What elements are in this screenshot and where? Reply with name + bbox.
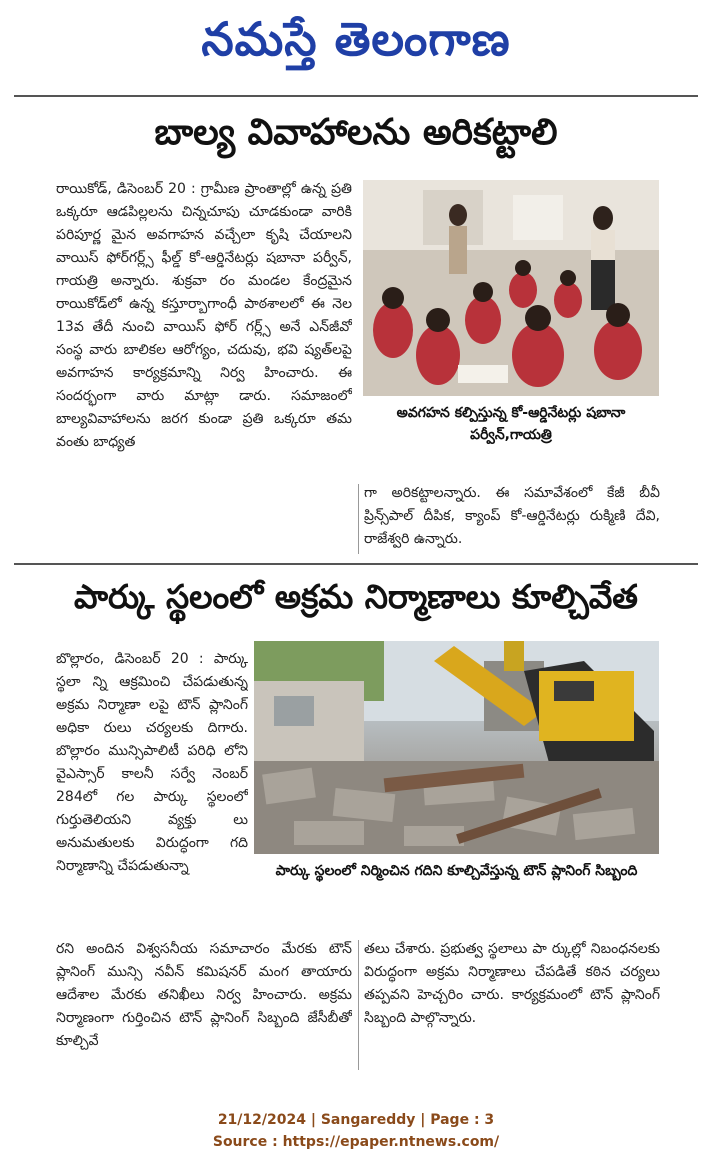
- section-divider: [14, 563, 698, 565]
- story1-body-column-1: రాయికోడ్, డిసెంబర్ 20 : గ్రామీణ ప్రాంతాల్లో ఉన్న ప్రతి ఒక్కరూ ఆడపిల్లలను చిన్నచూపు చూడకుండా వారికి పరిపూర్ణ మైన అవగాహన వచ్చేలా కృషి చేయాలని వాయిస్ ఫోర్‌గర్ల్స్ ఫీల్డ్ కో-ఆర్డినేటర్లు షబానా పర్వీన్, గాయత్రి అన్నారు. శుక్రవా రం మండల కేంద్రమైన రాయికోడ్‌లో ఉన్న కస్తూర్బాగాంధీ పాఠశాలలో ఈ నెల 13వ తేదీ నుంచి వాయిస్ ఫోర్ గర్ల్స్ అనే ఎన్‌జీవో సంస్థ వారు బాలికల ఆరోగ్యం, చదువు, భవి ష్యత్‌లపై అవగాహన కార్యక్రమాన్ని నిర్వ హించారు. ఈ సందర్భంగా వారు మాట్లా డారు. సమాజంలో బాల్యవివాహాలను జరగ కుండా ప్రతి ఒక్కరూ తమ వంతు బాధ్యత: [56, 181, 352, 450]
- story1-body-column-2: గా అరికట్టాలన్నారు. ఈ సమావేశంలో కేజీ బీవీ ప్రిన్స్‌పాల్ దీపిక, క్యాంప్ కో-ఆర్డినేటర్లు రుక్మిణి దేవి, రాజేశ్వరి ఉన్నారు.: [364, 485, 660, 547]
- edition-info: 21/12/2024 | Sangareddy | Page : 3: [217, 1112, 495, 1128]
- story2-photo: [254, 641, 659, 854]
- story1-photo-caption: అవగహన కల్పిస్తున్న కో-ఆర్డినేటర్లు షబానా పర్వీన్,గాయత్రి: [396, 405, 626, 443]
- top-divider: [14, 95, 698, 97]
- column-divider: [358, 484, 359, 554]
- newspaper-logo: నమస్తే తెలంగాణ: [201, 12, 511, 66]
- story2-body-column-3: తలు చేశారు. ప్రభుత్వ స్థలాలు పా ర్కుల్లో నిబంధనలకు విరుద్ధంగా అక్రమ నిర్మాణాలు చేపడితే కఠిన చర్యలు తప్పవని హెచ్చరిం చారు. కార్యక్రమంలో టౌన్ ప్లానింగ్ సిబ్బంది పాల్గొన్నారు.: [364, 941, 660, 1026]
- classroom-photo-illustration: [363, 180, 659, 396]
- story1-photo: [363, 180, 659, 396]
- story2-body-column-2: రని అందిన విశ్వసనీయ సమాచారం మేరకు టౌన్ ప్లానింగ్ మున్సి నవీన్ కమిషనర్ మంగ తాయారు ఆదేశాల మేరకు తనిఖీలు నిర్వ హించారు. అక్రమ నిర్మాణంగా గుర్తించిన టౌన్ ప్లానింగ్ సిబ్బంది జేసీబీతో కూల్చివే: [56, 941, 352, 1049]
- source-info: Source : https://epaper.ntnews.com/: [212, 1134, 500, 1150]
- story2-headline: పార్కు స్థలంలో అక్రమ నిర్మాణాలు కూల్చివేత: [74, 577, 638, 616]
- story2-photo-caption: పార్కు స్థలంలో నిర్మించిన గదిని కూల్చివేస్తున్న టౌన్ ప్లానింగ్ సిబ్బంది: [275, 863, 638, 879]
- column-divider: [358, 940, 359, 1070]
- masthead: [0, 0, 712, 86]
- demolition-photo-illustration: [254, 641, 659, 854]
- story2-body-column-1: బొల్లారం, డిసెంబర్ 20 : పార్కు స్థలా న్ని ఆక్రమించి చేపడుతున్న అక్రమ నిర్మాణా లపై టౌన్ ప్లానింగ్ అధికా రులు చర్యలకు దిగారు. బొల్లారం మున్సిపాలిటీ పరిధి లోని వైఎస్సార్ కాలనీ సర్వే నెంబర్ 284లో గల పార్కు స్థలంలో గుర్తుతెలియని వ్యక్తు లు అనుమతులకు విరుద్ధంగా గది నిర్మాణాన్ని చేపడుతున్నా: [56, 651, 248, 874]
- story1-headline: బాల్య వివాహాలను అరికట్టాలి: [154, 112, 558, 153]
